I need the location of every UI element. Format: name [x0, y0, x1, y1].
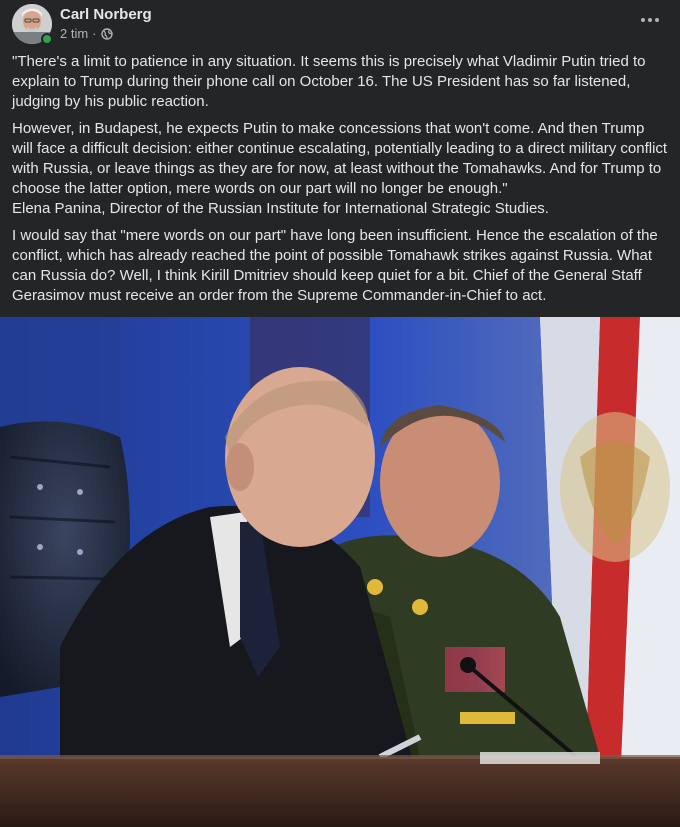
more-options-icon[interactable]: [636, 6, 664, 34]
photo-illustration: [0, 317, 680, 827]
online-status-indicator: [41, 33, 53, 45]
post-paragraph-3: I would say that "mere words on our part" have long been insufficient. Hence the escalation of the conflict, which has already reached the point of possible Tomahawk strikes against Russia. What can Russia do? Well, I think Kirill Dmitriev should keep quiet for a bit. Chief of the General Staff Gerasimov must receive an order from the Supreme Commander-in-Chief to act.: [12, 227, 658, 304]
author-avatar[interactable]: [12, 4, 52, 44]
post-paragraph-2: [12, 119, 668, 219]
post-meta: [60, 26, 113, 41]
more-dot: [655, 18, 659, 22]
post-body: [0, 50, 680, 306]
post-paragraph-2-text: However, in Budapest, he expects Putin to make concessions that won't come. And then Trump will face a difficult decision: either continue escalating, potentially leading to a direct military conflict with Russia, or leave things as they are for now, at least without the Tomahawks. And for Trump to choose the latter option, mere words on our part will no longer be enough.": [12, 120, 668, 197]
author-name[interactable]: Carl Norberg: [60, 6, 152, 23]
more-dot: [648, 18, 652, 22]
post-timestamp[interactable]: 2 tim: [60, 26, 89, 41]
meta-separator: ·: [92, 26, 97, 41]
globe-icon[interactable]: [101, 28, 113, 40]
post-paragraph-1: "There's a limit to patience in any situation. It seems this is precisely what Vladimir Putin tried to explain to Trump during their phone call on October 16. The US President has so far listened, judging by his public reaction.: [12, 53, 646, 110]
more-dot: [641, 18, 645, 22]
post-photo[interactable]: [0, 317, 680, 827]
post-header: [0, 0, 680, 50]
post-paragraph-2-attribution: Elena Panina, Director of the Russian Institute for International Strategic Studies.: [12, 200, 549, 217]
